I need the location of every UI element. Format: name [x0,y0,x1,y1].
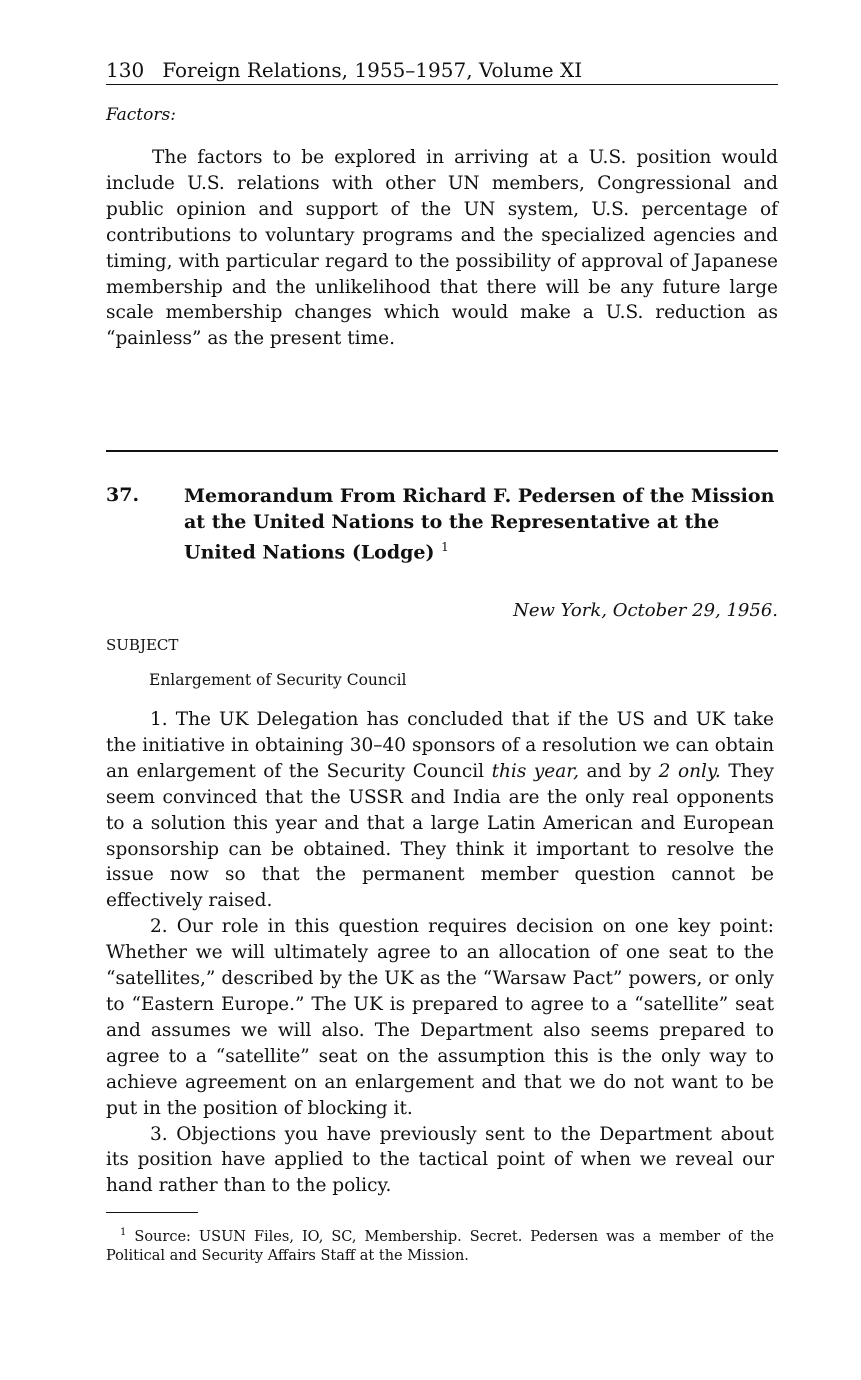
footnote-reference: 1 [441,540,449,554]
document-heading [106,484,778,566]
footnote-text: Source: USUN Files, IO, SC, Membership. Secret. Pedersen was a member of the Political and Security Affairs Staff at the Mission. [106,1228,775,1264]
subject-label: SUBJECT [106,636,179,654]
section-divider [106,450,778,452]
paragraph-3: 3. Objections you have previously sent to the Department about its position have applied to the tactical point of when we reveal our hand rather than to the policy. [106,1123,774,1197]
paragraph-1-text-c: They seem convinced that the USSR and India are the only real opponents to a solution this year and that a large Latin American and European sponsorship can be obtained. They think it important to resolve the issue now so that the permanent member question cannot be effectively raised. [106,760,774,912]
paragraph-1-text-a: 1. The UK Delegation has concluded that if the US and UK take the initiative in obtaining 30–40 sponsors of a resolution we can obtain an enlargement of the Security Council [106,709,774,782]
page-number: 130 [106,58,145,82]
footnote-marker: 1 [120,1227,127,1238]
footnote [106,1223,774,1266]
running-title: Foreign Relations, 1955–1957, Volume XI [162,58,583,82]
paragraph-2: 2. Our role in this question requires decision on one key point: Whether we will ultimately agree to an allocation of one seat to the “satellites,” described by the UK as the “Warsaw Pact” powers, or only to “Eastern Europe.” The UK is prepared to agree to a “satellite” seat and assumes we will also. The Department also seems prepared to agree to a “satellite” seat on the assumption this is the only way to achieve agreement on an enlargement and that we do not want to be put in the position of blocking it. [106,916,774,1119]
running-header [106,58,778,85]
page-top [106,58,778,352]
memo-body [106,707,774,1199]
document-number: 37. [106,484,140,506]
dateline: New York, October 29, 1956. [513,600,778,621]
paragraph-1-emphasis-2: 2 only. [658,760,721,782]
subject-text: Enlargement of Security Council [149,671,407,689]
paragraph-1-text-b: and by [578,760,659,782]
paragraph-1-emphasis-1: this year, [491,760,579,782]
factors-paragraph: The factors to be explored in arriving at a U.S. position would include U.S. relations with other UN members, Congressional and public opinion and support of the UN system, U.S. percentage of contributions to voluntary programs and the specialized agencies and timing, with particular regard to the possibility of approval of Japanese membership and the unlikelihood that there will be any future large scale membership changes which would make a U.S. reduction as “painless” as the present time. [106,147,778,350]
footnote-divider [106,1212,198,1213]
paragraph-1 [106,707,774,914]
document-title-text: Memorandum From Richard F. Pedersen of the Mission at the United Nations to the Representative at the United Nations (Lodge) [184,485,775,564]
document-title [184,484,778,566]
factors-label: Factors: [106,105,176,125]
